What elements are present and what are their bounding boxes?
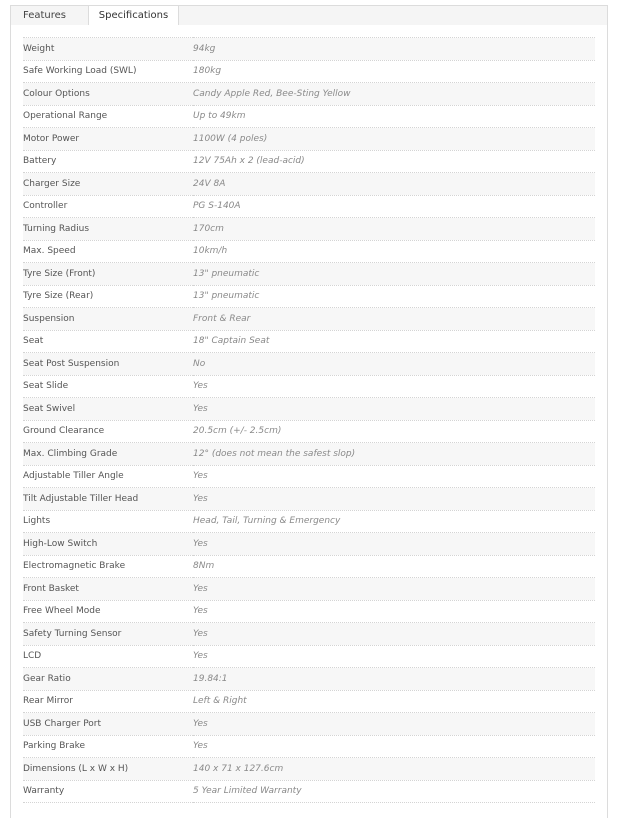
spec-name: Controller (23, 195, 193, 218)
spec-value: 19.84:1 (193, 668, 595, 691)
spec-value: Yes (193, 465, 595, 488)
spec-row (23, 173, 595, 196)
spec-value: 94kg (193, 38, 595, 61)
spec-name: Colour Options (23, 83, 193, 106)
spec-name: Charger Size (23, 173, 193, 196)
spec-value: Front & Rear (193, 308, 595, 331)
spec-value: 5 Year Limited Warranty (193, 780, 595, 803)
spec-name: Rear Mirror (23, 690, 193, 713)
spec-value: PG S-140A (193, 195, 595, 218)
spec-row (23, 353, 595, 376)
spec-row (23, 623, 595, 646)
spec-value: 8Nm (193, 555, 595, 578)
spec-name: Seat Post Suspension (23, 353, 193, 376)
spec-row (23, 128, 595, 151)
spec-name: Battery (23, 150, 193, 173)
spec-name: Seat Slide (23, 375, 193, 398)
spec-name: Seat Swivel (23, 398, 193, 421)
tab-bar (10, 5, 608, 26)
spec-row (23, 263, 595, 286)
spec-value: Yes (193, 488, 595, 511)
spec-row (23, 105, 595, 128)
spec-name: Suspension (23, 308, 193, 331)
tab-features[interactable]: Features (23, 10, 66, 21)
spec-name: USB Charger Port (23, 713, 193, 736)
spec-name: Free Wheel Mode (23, 600, 193, 623)
spec-name: Motor Power (23, 128, 193, 151)
spec-row (23, 308, 595, 331)
spec-value: 13" pneumatic (193, 285, 595, 308)
spec-row (23, 690, 595, 713)
spec-name: Electromagnetic Brake (23, 555, 193, 578)
spec-name: Lights (23, 510, 193, 533)
spec-name: Warranty (23, 780, 193, 803)
spec-name: Max. Speed (23, 240, 193, 263)
spec-value: Yes (193, 645, 595, 668)
spec-value: 140 x 71 x 127.6cm (193, 758, 595, 781)
spec-value: Head, Tail, Turning & Emergency (193, 510, 595, 533)
spec-value: Yes (193, 735, 595, 758)
spec-name: Adjustable Tiller Angle (23, 465, 193, 488)
spec-name: Tyre Size (Rear) (23, 285, 193, 308)
spec-row (23, 735, 595, 758)
spec-row (23, 375, 595, 398)
tab-specifications[interactable]: Specifications (88, 6, 179, 27)
spec-name: Tyre Size (Front) (23, 263, 193, 286)
spec-row (23, 218, 595, 241)
spec-value: Yes (193, 713, 595, 736)
spec-name: Front Basket (23, 578, 193, 601)
spec-name: Max. Climbing Grade (23, 443, 193, 466)
spec-value: 12° (does not mean the safest slop) (193, 443, 595, 466)
spec-value: Up to 49km (193, 105, 595, 128)
spec-row (23, 533, 595, 556)
spec-row (23, 510, 595, 533)
spec-row (23, 83, 595, 106)
spec-name: Dimensions (L x W x H) (23, 758, 193, 781)
spec-value: Left & Right (193, 690, 595, 713)
spec-row (23, 240, 595, 263)
spec-value: Yes (193, 578, 595, 601)
spec-name: LCD (23, 645, 193, 668)
spec-row (23, 758, 595, 781)
spec-name: Seat (23, 330, 193, 353)
spec-name: Weight (23, 38, 193, 61)
spec-row (23, 60, 595, 83)
spec-name: Safety Turning Sensor (23, 623, 193, 646)
spec-value: 1100W (4 poles) (193, 128, 595, 151)
spec-name: Gear Ratio (23, 668, 193, 691)
specifications-table (23, 37, 595, 803)
spec-name: High-Low Switch (23, 533, 193, 556)
spec-row (23, 600, 595, 623)
spec-value: 13" pneumatic (193, 263, 595, 286)
specifications-panel (10, 25, 608, 818)
spec-value: 180kg (193, 60, 595, 83)
spec-row (23, 443, 595, 466)
spec-row (23, 713, 595, 736)
spec-row (23, 420, 595, 443)
spec-value: 20.5cm (+/- 2.5cm) (193, 420, 595, 443)
spec-row (23, 195, 595, 218)
spec-value: Yes (193, 375, 595, 398)
spec-value: Yes (193, 600, 595, 623)
spec-row (23, 398, 595, 421)
spec-row (23, 38, 595, 61)
spec-value: 170cm (193, 218, 595, 241)
spec-value: Yes (193, 398, 595, 421)
spec-row (23, 488, 595, 511)
spec-name: Tilt Adjustable Tiller Head (23, 488, 193, 511)
spec-name: Safe Working Load (SWL) (23, 60, 193, 83)
spec-row (23, 555, 595, 578)
spec-value: 10km/h (193, 240, 595, 263)
spec-value: Yes (193, 623, 595, 646)
spec-row (23, 285, 595, 308)
spec-value: No (193, 353, 595, 376)
spec-name: Operational Range (23, 105, 193, 128)
spec-value: 24V 8A (193, 173, 595, 196)
spec-value: Yes (193, 533, 595, 556)
spec-value: Candy Apple Red, Bee-Sting Yellow (193, 83, 595, 106)
spec-name: Turning Radius (23, 218, 193, 241)
spec-row (23, 645, 595, 668)
spec-value: 12V 75Ah x 2 (lead-acid) (193, 150, 595, 173)
spec-row (23, 330, 595, 353)
spec-name: Ground Clearance (23, 420, 193, 443)
spec-row (23, 465, 595, 488)
spec-row (23, 150, 595, 173)
spec-value: 18" Captain Seat (193, 330, 595, 353)
spec-name: Parking Brake (23, 735, 193, 758)
spec-row (23, 578, 595, 601)
spec-row (23, 780, 595, 803)
spec-row (23, 668, 595, 691)
